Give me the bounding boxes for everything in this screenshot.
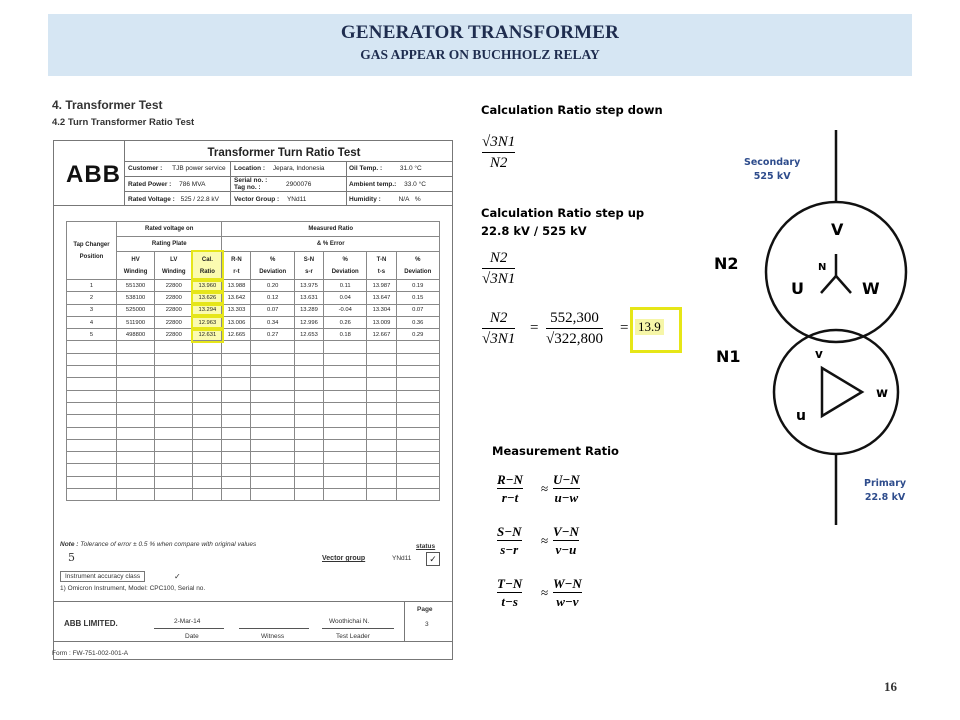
table-cell: 0.18 (323, 329, 366, 341)
table-cell: 13.009 (367, 316, 396, 328)
table-row (67, 452, 440, 464)
table-cell: 0.15 (396, 292, 440, 304)
table-row (67, 329, 440, 341)
table-cell: 13.006 (222, 316, 251, 328)
terminal-u: u (796, 408, 806, 424)
transformer-diagram (700, 130, 920, 530)
primary-label: Primary 22.8 kV (864, 478, 907, 503)
wye-symbol (821, 254, 851, 293)
table-cell: -0.04 (323, 304, 366, 316)
table-cell: 498800 (117, 329, 155, 341)
table-cell: 0.12 (251, 292, 294, 304)
table-row (67, 316, 440, 328)
status-label: status (416, 543, 436, 550)
company-name: ABB LIMITED. (64, 619, 118, 628)
table-cell: 13.975 (294, 280, 323, 292)
instrument-class-label: Instrument accuracy class (60, 571, 145, 582)
table-cell: 0.19 (396, 280, 440, 292)
col-rated-voltage: Rated voltage on (117, 222, 222, 237)
ambient-label: Ambient temp.: (349, 181, 397, 188)
m1-right: U−N u−w (553, 472, 580, 505)
eq-equals-2: = (620, 320, 629, 336)
table-row (67, 390, 440, 402)
rated-power-value: 786 MVA (179, 181, 206, 188)
note-label: Note : (60, 541, 79, 548)
humidity-label: Humidity : (349, 196, 381, 203)
table-row (67, 304, 440, 316)
terminal-U: U (791, 279, 804, 298)
table-row (67, 464, 440, 476)
table-cell: 13.642 (222, 292, 251, 304)
table-cell: 22800 (155, 292, 193, 304)
rated-voltage-value: 525 / 22.8 kV (180, 196, 219, 203)
m1-left: R−N r−t (497, 472, 523, 505)
ttr-table: Tap Changer Position Rated voltage on Measured Ratio Rating Plate & % Error HV Winding LV Winding Cal. Ratio R-N r-t % Deviation S-N s-r % Deviation T-N t-s % Deviation 1 551300 22800 13.960 13.988 0.20 13.975 0.11 13.987 0.19 2 538100 22800 13.626 13.642 0.12 13.631 0.04 13.647 0.15 3 525000 22800 13.294 13.303 0.07 13.289 -0.04 13.304 0.07 4 511900 22800 12.963 13.006 0.34 12.996 0.26 13.009 0.36 5 498800 22800 12.631 12.665 0.27 12.653 0.18 12.667 0.29 (66, 221, 440, 501)
table-cell: 13.647 (367, 292, 396, 304)
table-cell: 0.27 (251, 329, 294, 341)
table-cell: 12.667 (367, 329, 396, 341)
table-cell: 13.987 (367, 280, 396, 292)
measurement-title: Measurement Ratio (492, 444, 619, 458)
terminal-v: v (815, 347, 823, 361)
humidity-value: N/A (398, 196, 410, 203)
m3-approx: ≈ (541, 585, 549, 600)
table-cell: 3 (67, 304, 117, 316)
table-row (67, 476, 440, 488)
table-cell: 511900 (117, 316, 155, 328)
terminal-W: W (862, 279, 880, 298)
table-cell: 0.34 (251, 316, 294, 328)
table-row (67, 292, 440, 304)
handwritten-5: 5 (68, 551, 75, 564)
m1-approx: ≈ (541, 481, 549, 496)
m2-approx: ≈ (541, 533, 549, 548)
location-label: Location : (234, 165, 266, 172)
table-row (67, 341, 440, 353)
serial-label: Serial no. : (234, 177, 268, 184)
page-label: Page (417, 606, 433, 613)
step-down-fraction: √3N1 N2 (482, 134, 516, 171)
vector-label: Vector Group : (234, 196, 280, 203)
date-value: 2-Mar-14 (174, 618, 201, 625)
table-cell: 13.960 (193, 280, 222, 292)
table-cell: 4 (67, 316, 117, 328)
rated-power-label: Rated Power : (128, 181, 172, 188)
table-row (67, 427, 440, 439)
rated-voltage-label: Rated Voltage : (128, 196, 175, 203)
instrument-check: ✓ (174, 572, 181, 581)
leader-label: Test Leader (336, 633, 370, 640)
table-cell: 22800 (155, 304, 193, 316)
sheet-page-value: 3 (425, 621, 429, 628)
note-text: Tolerance of error ± 0.5 % when compare with original values (80, 541, 257, 548)
page-number: 16 (884, 679, 897, 694)
ttr-test-sheet (53, 140, 453, 660)
witness-label: Witness (261, 633, 285, 640)
table-cell: 0.26 (323, 316, 366, 328)
table-cell: 13.988 (222, 280, 251, 292)
title-banner (48, 14, 912, 76)
table-row (67, 280, 440, 292)
n2-label: N2 (714, 254, 739, 273)
table-cell: 22800 (155, 316, 193, 328)
table-cell: 0.07 (251, 304, 294, 316)
delta-symbol (822, 368, 862, 416)
humidity-unit: % (414, 196, 421, 203)
leader-value: Woothichai N. (329, 618, 370, 625)
n1-label: N1 (716, 347, 741, 366)
customer-label: Customer : (128, 165, 163, 172)
table-cell: 2 (67, 292, 117, 304)
table-cell: 0.04 (323, 292, 366, 304)
form-code: Form : FW-751-002-001-A (52, 650, 129, 657)
col-tap-changer: Tap Changer Position (67, 222, 117, 280)
vector-group-value: YNd11 (392, 555, 412, 562)
tag-label: Tag no. : (234, 184, 261, 191)
serial-value: 2900076 (286, 181, 312, 188)
table-row (67, 378, 440, 390)
m2-right: V−N v−u (553, 524, 579, 557)
instrument-line: 1) Omicron Instrument, Model: CPC100, Serial no. (60, 585, 206, 592)
calc-up-title: Calculation Ratio step up (481, 206, 645, 220)
table-cell: 22800 (155, 329, 193, 341)
table-cell: 538100 (117, 292, 155, 304)
eq-fraction-2: 552,300 √322,800 (546, 310, 603, 347)
status-checkbox: ✓ (426, 552, 440, 566)
secondary-label: Secondary 525 kV (744, 157, 801, 182)
table-cell: 13.289 (294, 304, 323, 316)
table-cell: 13.294 (193, 304, 222, 316)
m3-left: T−N t−s (497, 576, 523, 609)
table-cell: 13.304 (367, 304, 396, 316)
table-cell: 0.29 (396, 329, 440, 341)
terminal-w: w (876, 386, 889, 401)
eq-equals-1: = (530, 320, 539, 336)
table-cell: 0.36 (396, 316, 440, 328)
calc-up-subtitle: 22.8 kV / 525 kV (481, 224, 587, 238)
location-value: Jepara, Indonesia (272, 165, 325, 172)
oil-temp-unit: °C (414, 165, 422, 172)
table-cell: 5 (67, 329, 117, 341)
vector-value: YNd11 (286, 196, 307, 203)
abb-logo: ABB (66, 161, 121, 188)
ttr-table-body (67, 280, 440, 501)
sheet-header (54, 141, 452, 206)
oil-temp-value: 31.0 (399, 165, 413, 172)
terminal-V: V (831, 220, 844, 239)
table-cell: 551300 (117, 280, 155, 292)
table-cell: 12.653 (294, 329, 323, 341)
date-label: Date (185, 633, 199, 640)
table-cell: 0.07 (396, 304, 440, 316)
table-row (67, 439, 440, 451)
table-row (67, 402, 440, 414)
table-row (67, 415, 440, 427)
col-measured: Measured Ratio (222, 222, 440, 237)
table-cell: 12.963 (193, 316, 222, 328)
oil-temp-label: Oil Temp. : (349, 165, 383, 172)
neutral-N: N (818, 262, 827, 273)
sheet-title: Transformer Turn Ratio Test (207, 147, 361, 159)
customer-value: TJB power service (172, 165, 226, 172)
page-subtitle: GAS APPEAR ON BUCHHOLZ RELAY (360, 47, 600, 62)
table-cell: 12.665 (222, 329, 251, 341)
table-row (67, 353, 440, 365)
ratio-result: 13.9 (635, 319, 664, 335)
m2-left: S−N s−r (497, 524, 522, 557)
table-cell: 525000 (117, 304, 155, 316)
table-cell: 12.996 (294, 316, 323, 328)
step-up-fraction: N2 √3N1 (482, 250, 516, 287)
m3-right: W−N w−v (553, 576, 582, 609)
section-title: 4. Transformer Test (52, 98, 163, 112)
table-cell: 12.631 (193, 329, 222, 341)
section-subtitle: 4.2 Turn Transformer Ratio Test (52, 117, 195, 128)
table-cell: 0.20 (251, 280, 294, 292)
table-cell: 13.631 (294, 292, 323, 304)
ambient-value: 33.0 (404, 181, 417, 188)
vector-group-label: Vector group (322, 555, 366, 562)
ambient-unit: °C (418, 181, 426, 188)
table-row (67, 489, 440, 501)
table-cell: 1 (67, 280, 117, 292)
table-row (67, 366, 440, 378)
table-cell: 0.11 (323, 280, 366, 292)
calc-down-title: Calculation Ratio step down (481, 103, 663, 117)
table-cell: 22800 (155, 280, 193, 292)
eq-fraction-1: N2 √3N1 (482, 310, 516, 347)
table-cell: 13.303 (222, 304, 251, 316)
page-title: GENERATOR TRANSFORMER (340, 22, 620, 43)
table-cell: 13.626 (193, 292, 222, 304)
col-cal-ratio: Cal. Ratio (193, 252, 222, 280)
